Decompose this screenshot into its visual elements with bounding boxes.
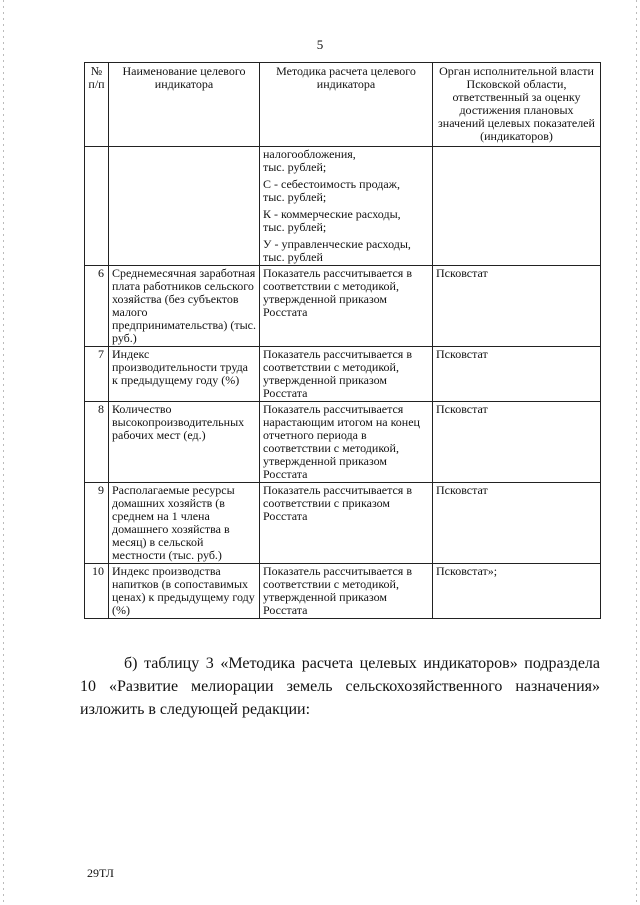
cell-num: 9 [85,483,109,564]
header-organ: Орган исполнительной власти Псковской области, ответственный за оценку достижения плановых значений целевых показателей (индикаторов) [433,63,601,147]
cell-method: Показатель рассчитывается в соответствии с методикой, утвержденной приказом Росстата [260,564,433,619]
indicators-table [84,62,601,619]
header-name: Наименование целевого индикатора [109,63,260,147]
cell-num: 10 [85,564,109,619]
cell-method: Показатель рассчитывается в соответствии с приказом Росстата [260,483,433,564]
table-row [85,266,601,347]
table-row [85,483,601,564]
table-header-row [85,63,601,147]
method-lines [263,148,429,264]
method-line: С - себестоимость продаж, [263,177,400,191]
method-line: тыс. рублей [263,250,323,264]
table-row [85,347,601,402]
cell-method: Показатель рассчитывается нарастающим итогом на конец отчетного периода в соответствии с методикой, утвержденной приказом Росстата [260,402,433,483]
table-row-continuation [85,147,601,266]
cell-method: Показатель рассчитывается в соответствии с методикой, утвержденной приказом Росстата [260,266,433,347]
header-num: № п/п [85,63,109,147]
cell-organ [433,147,601,266]
scan-edge-right [636,0,637,905]
method-line: налогообложения, [263,147,356,161]
table-row [85,402,601,483]
cell-organ: Псковстат [433,266,601,347]
cell-organ: Псковстат»; [433,564,601,619]
cell-organ: Псковстат [433,347,601,402]
method-line: К - коммерческие расходы, [263,207,401,221]
scan-edge-left [3,0,4,905]
method-line: тыс. рублей; [263,160,327,174]
footer-code: 29ТЛ [87,866,114,880]
cell-num [85,147,109,266]
cell-name [109,147,260,266]
page-number: 5 [316,37,324,52]
cell-name: Количество высокопроизводительных рабочих мест (ед.) [109,402,260,483]
cell-name: Индекс производительности труда к предыдущему году (%) [109,347,260,402]
method-line: тыс. рублей; [263,220,327,234]
cell-organ: Псковстат [433,402,601,483]
cell-method [260,147,433,266]
method-line: У - управленческие расходы, [263,237,411,251]
header-method: Методика расчета целевого индикатора [260,63,433,147]
cell-name: Индекс производства напитков (в сопоставимых ценах) к предыдущему году (%) [109,564,260,619]
body-paragraph: б) таблицу 3 «Методика расчета целевых индикаторов» подраздела 10 «Развитие мелиорации земель сельскохозяйственного назначения» изложить в следующей редакции: [80,655,600,718]
cell-num: 7 [85,347,109,402]
cell-num: 8 [85,402,109,483]
body-paragraph-block [80,652,600,721]
cell-num: 6 [85,266,109,347]
method-line: тыс. рублей; [263,190,327,204]
cell-name: Располагаемые ресурсы домашних хозяйств (в среднем на 1 члена домашнего хозяйства в месяц) в сельской местности (тыс. руб.) [109,483,260,564]
cell-name: Среднемесячная заработная плата работников сельского хозяйства (без субъектов малого предпринимательства) (тыс. руб.) [109,266,260,347]
cell-organ: Псковстат [433,483,601,564]
cell-method: Показатель рассчитывается в соответствии с методикой, утвержденной приказом Росстата [260,347,433,402]
table-row [85,564,601,619]
